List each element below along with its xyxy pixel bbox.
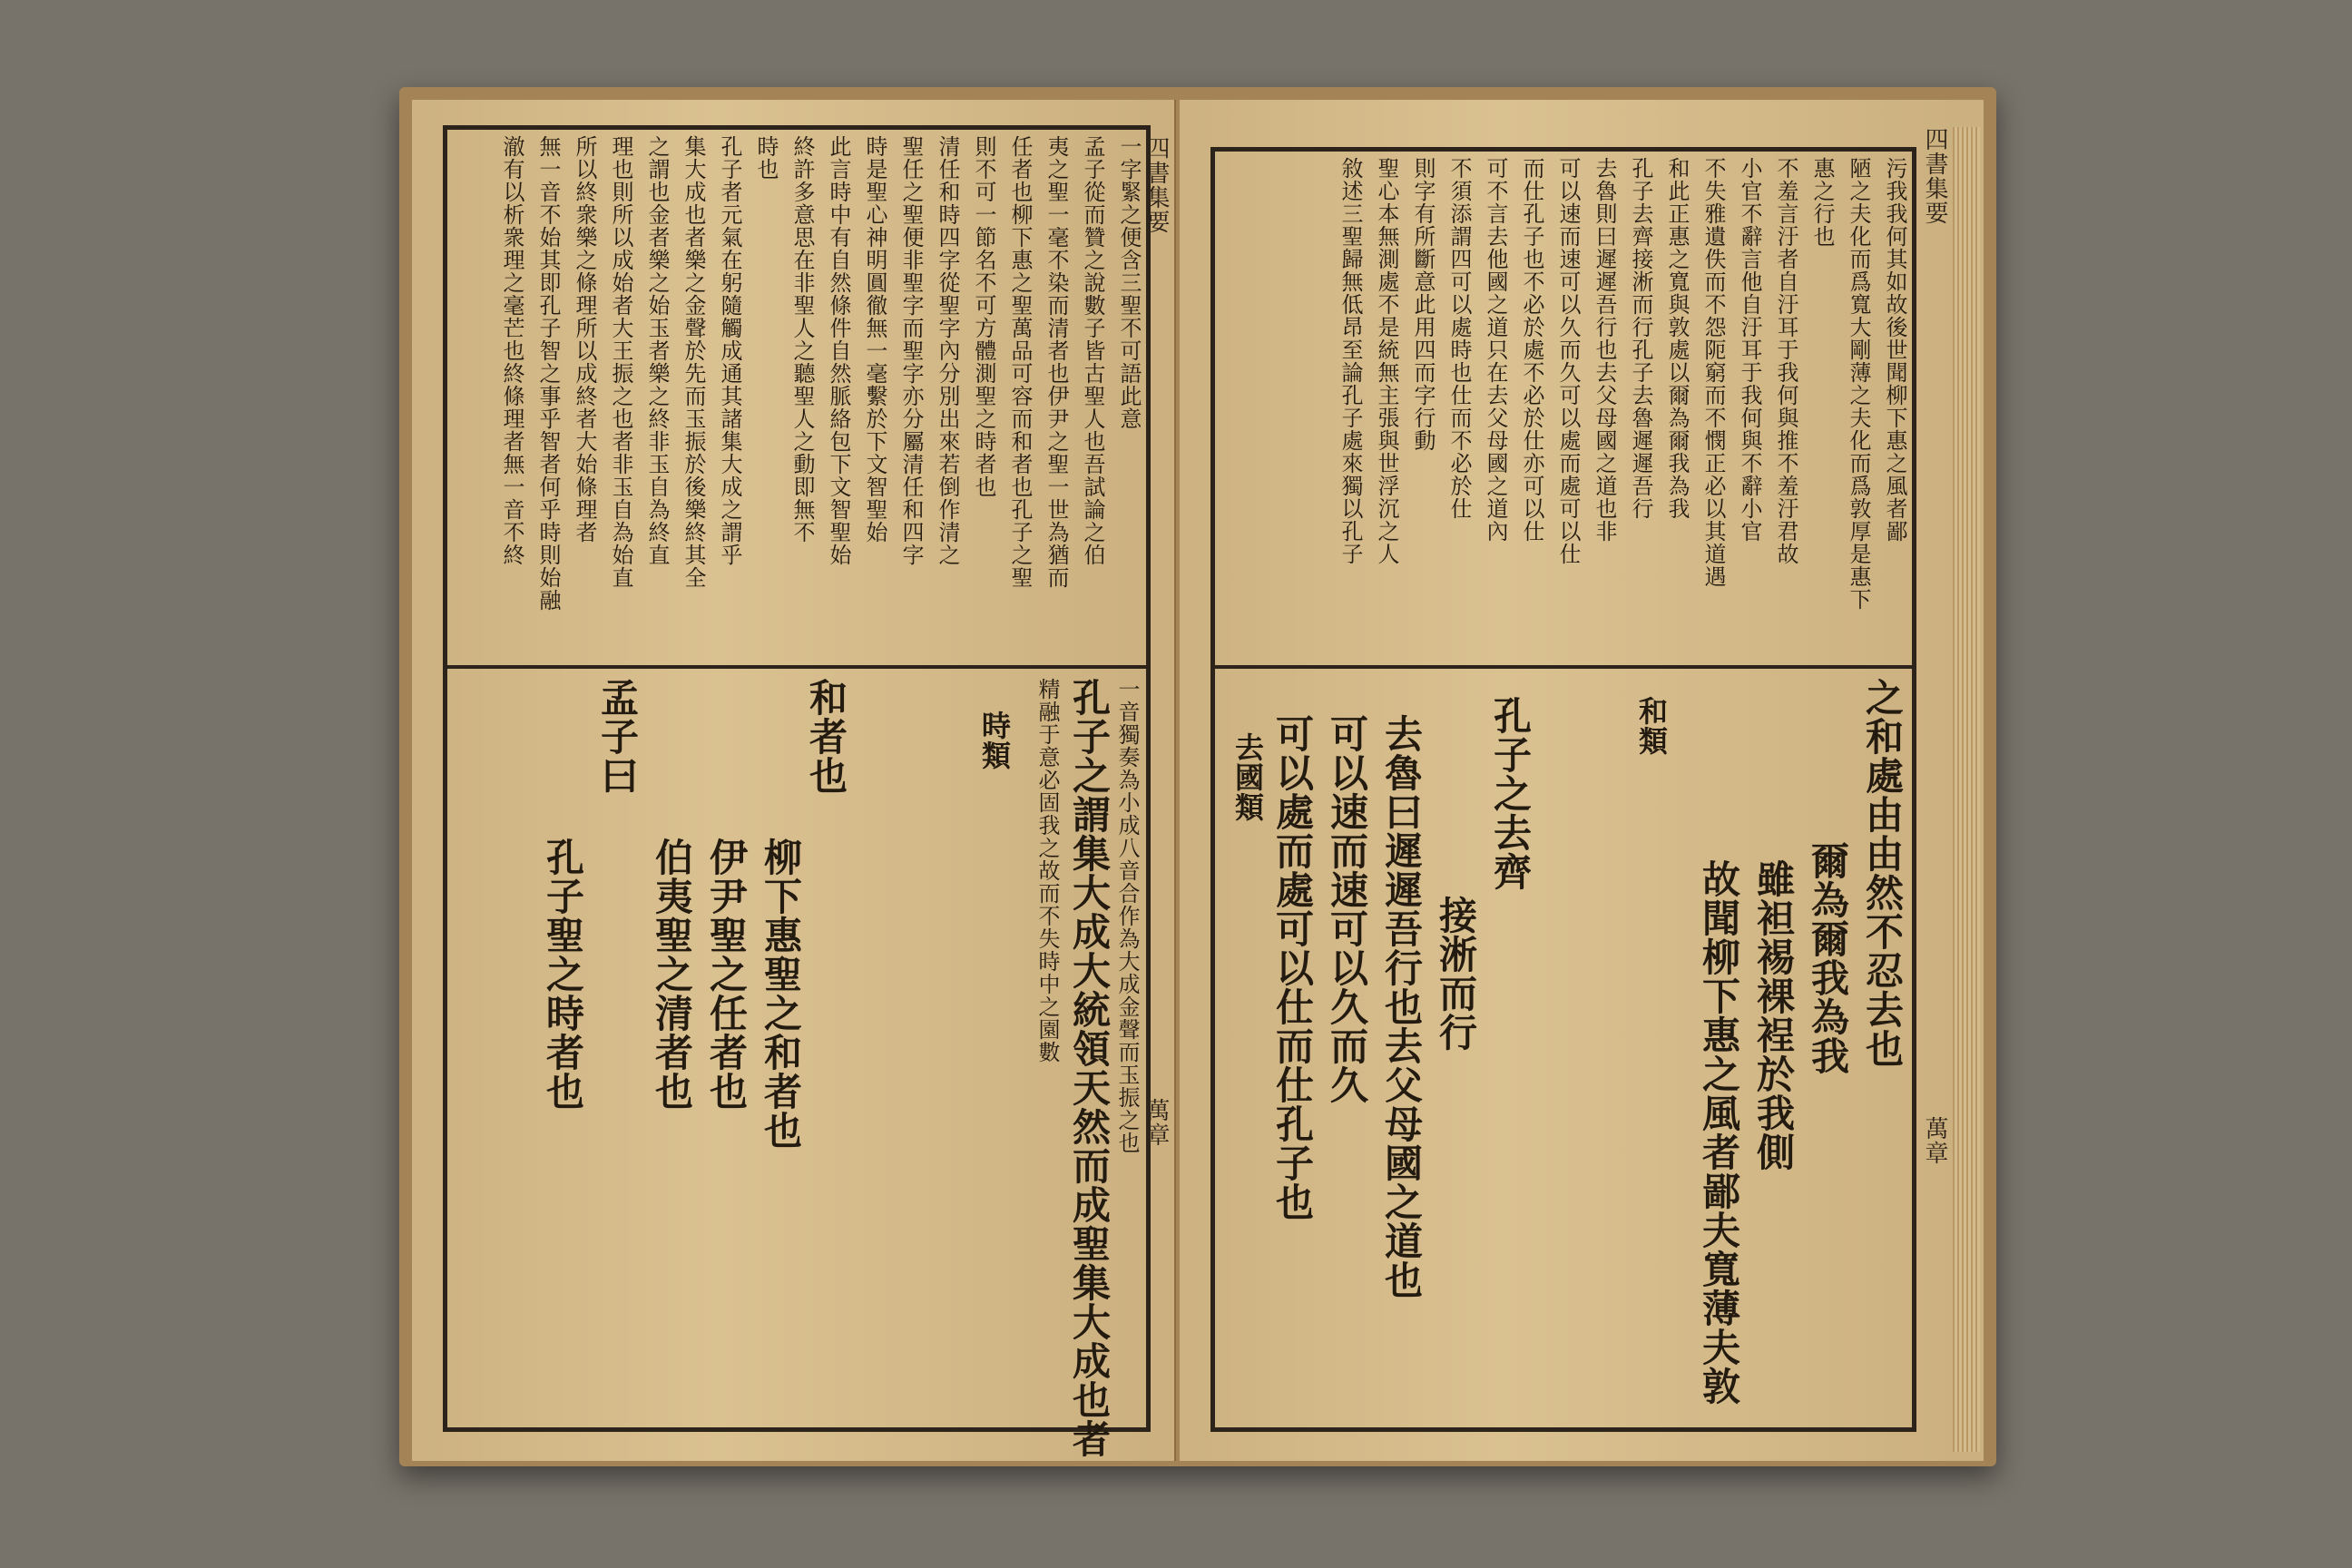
right-lower-category: 和類 [1634,696,1669,756]
right-upper-column: 敘述三聖歸無低昂至論孔子處來獨以孔子 [1338,157,1363,565]
right-upper-column: 和此正惠之寬與敦處以爾為爾我為我 [1664,157,1690,520]
right-lower-heading: 爾為爾我為我 [1806,841,1850,1075]
left-lower-heading: 伯夷聖之清者也 [650,838,694,1111]
right-upper-column: 孔子去齊接淅而行孔子去魯遲遲吾行 [1628,157,1653,520]
left-section-divider [447,665,1146,669]
left-lower-heading: 孔子聖之時者也 [541,838,585,1111]
left-lower-heading: 孔子之謂集大成大統領天然而成聖集大成也者 [1067,678,1112,1458]
right-upper-column: 不須添謂四可以處時也仕而不必於仕 [1446,157,1472,520]
left-upper-column: 清任和時四字從聖字內分別出來若倒作清之 [935,135,960,566]
left-lower-heading: 伊尹聖之任者也 [704,838,749,1111]
left-upper-column: 之謂也金者樂之始玉者樂之終非玉自為終直 [644,135,670,566]
right-lower-heading: 可以處而處可以仕而仕孔子也 [1270,714,1315,1221]
open-book [399,87,1996,1466]
right-upper-column: 則字有所斷意此用四而字行動 [1410,157,1436,452]
left-upper-column: 一字緊之便含三聖不可語此意 [1116,135,1142,430]
right-lower-heading: 雖袒裼裸裎於我側 [1751,859,1796,1171]
left-upper-column: 時也 [753,135,779,181]
right-section-divider [1215,665,1912,669]
right-page [1180,100,1984,1461]
left-margin-footer: 萬章 [1142,1098,1170,1147]
right-margin-footer: 萬章 [1921,1116,1948,1165]
left-upper-column: 夷之聖一毫不染而清者也伊尹之聖一世為猶而 [1044,135,1069,589]
right-upper-column: 不失雅遺佚而不怨阨窮而不憫正必以其道遇 [1700,157,1726,588]
left-upper-column: 所以終衆樂之條理所以成終者大始條理者 [572,135,597,544]
left-upper-column: 澈有以析衆理之毫芒也終條理者無一音不終 [499,135,524,566]
left-upper-column: 時是聖心神明圓徹無一毫繫於下文智聖始 [862,135,887,544]
left-lower-category: 時類 [977,710,1012,770]
right-lower-heading: 之和處由由然不忍去也 [1860,678,1905,1068]
left-upper-column: 孔子者元氣在躬隨觸成通其諸集大成之謂乎 [717,135,742,566]
page-stack-edge [1953,127,1980,1452]
left-lower-heading: 柳下惠聖之和者也 [759,838,803,1150]
left-lower-column: 精融于意必固我之故而不失時中之園數 [1034,678,1060,1063]
left-upper-column: 任者也柳下惠之聖萬品可容而和者也孔子之聖 [1007,135,1033,589]
left-upper-column: 理也則所以成始者大王振之也者非玉自為始直 [608,135,633,589]
left-margin-header: 四書集要 [1142,136,1170,234]
right-upper-column: 陋之夫化而爲寬大剛薄之夫化而爲敦厚是惠下 [1846,157,1871,611]
left-text-frame [443,125,1151,1458]
right-lower-heading: 接淅而行 [1434,896,1478,1052]
left-upper-column: 集大成也者樂之金聲於先而玉振於後樂終其全 [681,135,706,589]
right-upper-column: 污我我何其如故後世聞柳下惠之風者鄙 [1882,157,1907,543]
right-upper-column: 不羞言汙者自汙耳于我何與推不羞汙君故 [1773,157,1798,565]
left-upper-column: 聖任之聖便非聖字而聖字亦分屬清任和四字 [898,135,924,566]
right-text-frame [1210,147,1916,1432]
right-upper-column: 惠之行也 [1809,157,1835,248]
right-lower-heading: 去魯曰遲遲吾行也去父母國之道也 [1379,714,1424,1299]
right-lower-heading: 故聞柳下惠之風者鄙夫寬薄夫敦 [1697,859,1741,1406]
left-upper-column: 孟子從而贊之說數子皆古聖人也吾試論之伯 [1080,135,1105,566]
right-upper-column: 而仕孔子也不必於處不必於仕亦可以仕 [1519,157,1544,543]
left-lower-heading: 孟子曰 [595,678,640,795]
right-lower-heading: 孔子之去齊 [1488,696,1533,891]
left-upper-column: 此言時中有自然條件自然脈絡包下文智聖始 [826,135,851,566]
left-lower-heading: 和者也 [804,678,848,795]
left-page [412,100,1176,1461]
left-lower-column: 一音獨奏為小成八音合作為大成金聲而玉振之也 [1114,678,1140,1154]
right-lower-category: 去國類 [1230,732,1265,822]
right-upper-column: 小官不辭言他自汙耳于我何與不辭小官 [1737,157,1762,543]
right-lower-heading: 可以速而速可以久而久 [1325,714,1369,1104]
left-upper-column: 終許多意思在非聖人之聽聖人之動即無不 [789,135,815,544]
right-margin-header: 四書集要 [1921,127,1948,225]
right-upper-column: 聖心本無測處不是統無主張與世浮沉之人 [1374,157,1399,565]
left-upper-column: 無一音不始其即孔子智之事乎智者何乎時則始融 [535,135,561,612]
right-upper-column: 去魯則曰遲遲吾行也去父母國之道也非 [1592,157,1617,543]
right-upper-column: 可以速而速可以久而久可以處而處可以仕 [1555,157,1581,565]
right-upper-column: 可不言去他國之道只在去父母國之道內 [1483,157,1508,543]
left-upper-column: 則不可一節名不可方體測聖之時者也 [971,135,996,498]
